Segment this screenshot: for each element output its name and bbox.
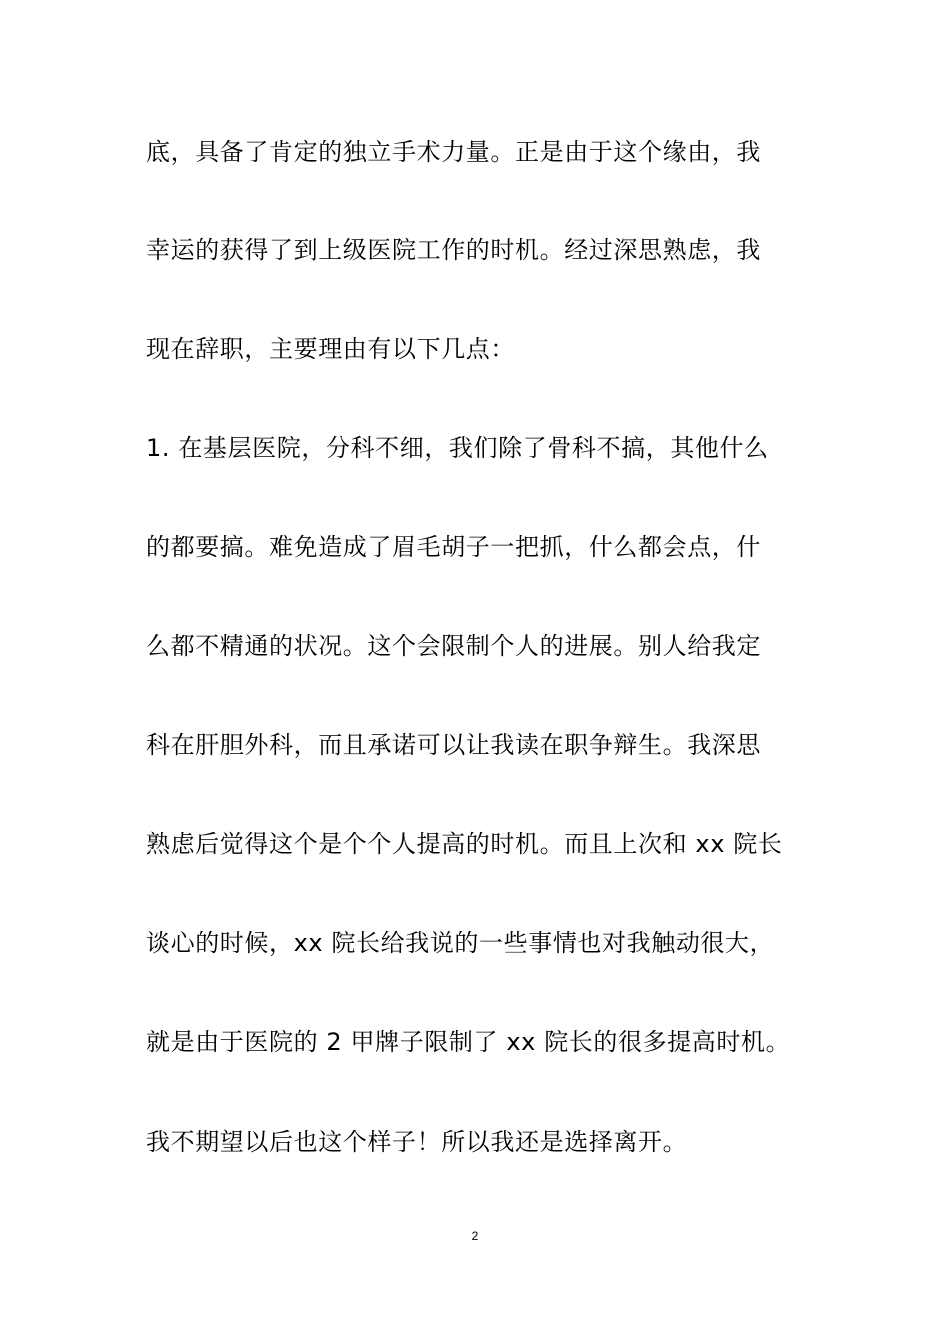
paragraph-line: 科在肝胆外科，而且承诺可以让我读在职争辩生。我深思 [146,731,761,759]
paragraph-line: 幸运的获得了到上级医院工作的时机。经过深思熟虑，我 [146,236,761,264]
paragraph-line: 的都要搞。难免造成了眉毛胡子一把抓，什么都会点，什 [146,533,761,561]
paragraph-line: 熟虑后觉得这个是个个人提高的时机。而且上次和 xx 院长 [146,830,783,858]
paragraph-line: 谈心的时候，xx 院长给我说的一些事情也对我触动很大， [146,929,775,957]
page-number: 2 [471,1229,479,1243]
paragraph-line: 么都不精通的状况。这个会限制个人的进展。别人给我定 [146,632,761,660]
paragraph-line: 就是由于医院的 2 甲牌子限制了 xx 院长的很多提高时机。 [146,1028,791,1056]
paragraph-line: 底，具备了肯定的独立手术力量。正是由于这个缘由，我 [146,138,761,166]
paragraph-line: 现在辞职，主要理由有以下几点： [146,335,515,363]
list-item-line: 1. 在基层医院，分科不细，我们除了骨科不搞，其他什么 [146,434,769,462]
paragraph-line: 我不期望以后也这个样子！所以我还是选择离开。 [146,1128,688,1156]
